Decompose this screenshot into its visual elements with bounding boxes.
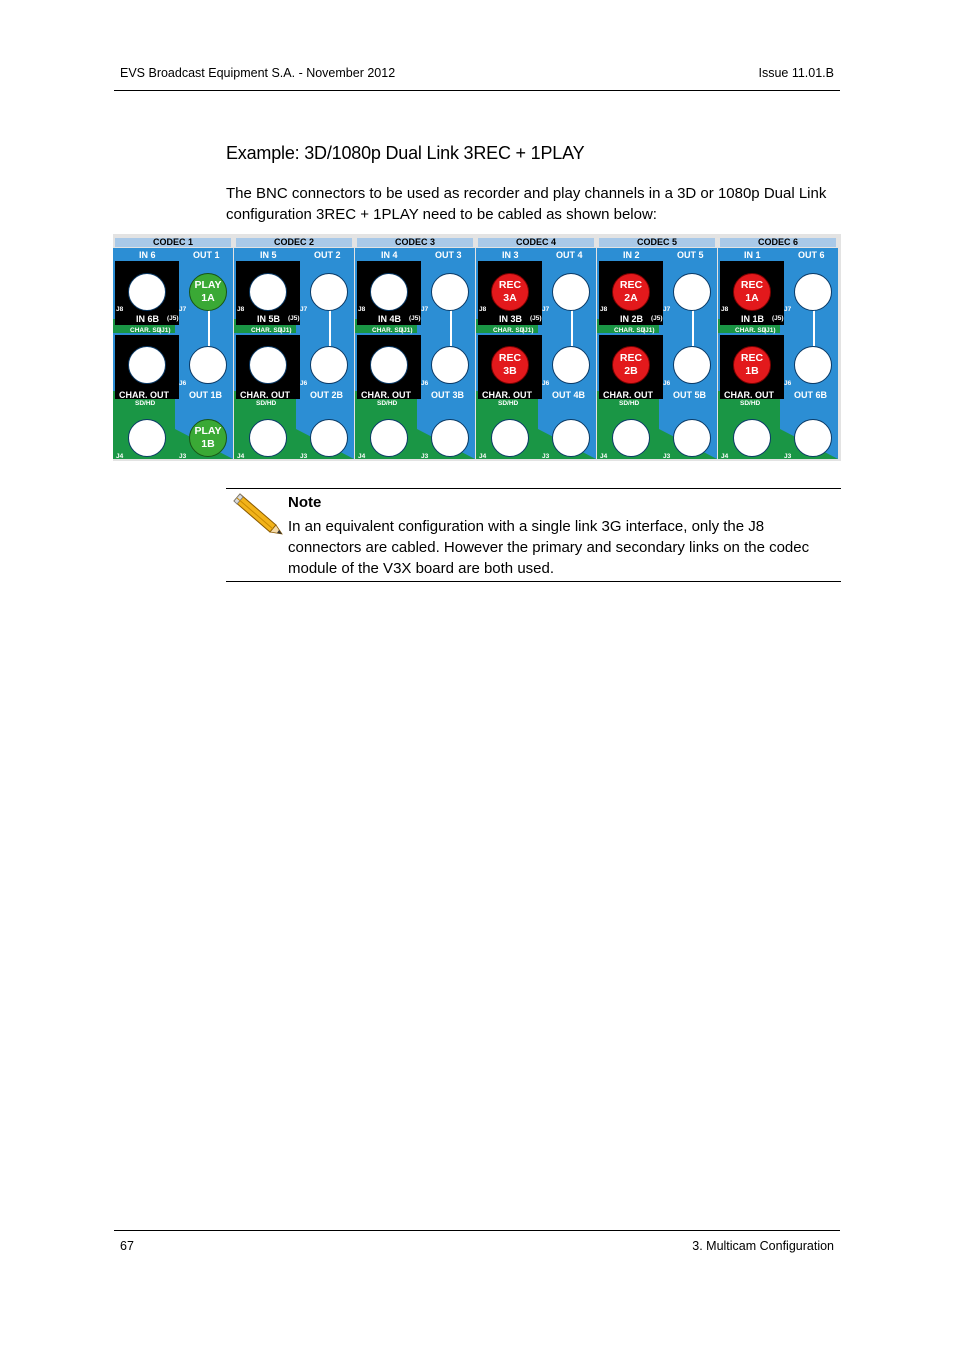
j6-label: J6	[300, 380, 308, 387]
codec-label: CODEC 4	[478, 238, 594, 247]
bnc-connector-label: 1B	[201, 438, 215, 450]
bnc-connector-label: 2B	[624, 365, 638, 377]
char-out-label: CHAR. OUT	[361, 390, 411, 400]
bnc-connector	[310, 346, 348, 384]
input-b-label: IN 5B	[257, 314, 281, 324]
bnc-connector-label: PLAY	[194, 425, 222, 437]
output-b-label: OUT 6B	[794, 390, 828, 400]
bnc-connector	[733, 273, 771, 311]
bnc-connector	[370, 419, 408, 457]
j5-label: (J5)	[772, 315, 784, 322]
output-label: OUT 3	[435, 250, 462, 260]
bnc-connector	[370, 273, 408, 311]
bnc-connector	[249, 346, 287, 384]
j5-label: (J5)	[530, 315, 542, 322]
j7-label: J7	[300, 306, 308, 313]
sdhd-label: SD/HD	[740, 400, 761, 407]
bnc-connector	[370, 346, 408, 384]
bnc-connector	[189, 273, 227, 311]
input-label: IN 5	[260, 250, 277, 260]
char-sd-label: CHAR. SD	[614, 327, 646, 334]
sdhd-label: SD/HD	[498, 400, 519, 407]
pencil-icon	[232, 491, 284, 535]
note-box	[226, 488, 841, 582]
j8-label: J8	[237, 306, 245, 313]
j3-label: J3	[663, 453, 671, 460]
bnc-connector	[552, 346, 590, 384]
bnc-connector	[552, 273, 590, 311]
j8-label: J8	[116, 306, 124, 313]
bnc-connector	[189, 419, 227, 457]
page-header	[114, 62, 840, 91]
connector-panel	[113, 234, 841, 461]
bnc-connector-label: 1A	[745, 292, 759, 304]
intro-paragraph: The BNC connectors to be used as recorder and play channels in a 3D or 1080p Dual Link configuration 3REC + 1PLAY need to be cabled as shown below:	[226, 185, 827, 223]
codec-column	[597, 234, 717, 461]
bnc-connector	[612, 346, 650, 384]
output-b-label: OUT 1B	[189, 390, 223, 400]
j7-label: J7	[784, 306, 792, 313]
bnc-connector	[310, 419, 348, 457]
input-b-label: IN 1B	[741, 314, 765, 324]
j1-label: (J1)	[522, 327, 534, 334]
bnc-connector	[249, 419, 287, 457]
bnc-connector-label: REC	[619, 352, 643, 364]
j4-label: J4	[116, 453, 124, 460]
bnc-connector-label: PLAY	[194, 279, 222, 291]
char-out-label: CHAR. OUT	[603, 390, 653, 400]
j5-label: (J5)	[288, 315, 300, 322]
output-b-label: OUT 2B	[310, 390, 344, 400]
char-sd-label: CHAR. SD	[130, 327, 162, 334]
output-label: OUT 1	[193, 250, 220, 260]
bnc-connector	[431, 273, 469, 311]
j4-label: J4	[600, 453, 608, 460]
j1-label: (J1)	[280, 327, 292, 334]
bnc-connector-label: REC	[498, 352, 522, 364]
output-label: OUT 5	[677, 250, 704, 260]
bnc-connector	[794, 273, 832, 311]
j5-label: (J5)	[167, 315, 179, 322]
footer-section: 3. Multicam Configuration	[692, 1239, 834, 1253]
bnc-connector	[249, 273, 287, 311]
char-out-label: CHAR. OUT	[119, 390, 169, 400]
j3-label: J3	[179, 453, 187, 460]
bnc-connector	[128, 419, 166, 457]
note-title: Note	[288, 494, 322, 511]
bnc-connector	[128, 346, 166, 384]
bnc-connector-label: 2A	[624, 292, 638, 304]
char-out-label: CHAR. OUT	[724, 390, 774, 400]
bnc-connector-label: 1A	[201, 292, 215, 304]
bnc-connector	[794, 346, 832, 384]
output-label: OUT 2	[314, 250, 341, 260]
codec-label: CODEC 6	[720, 238, 836, 247]
j6-label: J6	[421, 380, 429, 387]
bnc-connector	[491, 419, 529, 457]
codec-column	[234, 234, 354, 461]
sdhd-label: SD/HD	[377, 400, 398, 407]
output-b-label: OUT 5B	[673, 390, 707, 400]
j3-label: J3	[300, 453, 308, 460]
input-label: IN 6	[139, 250, 156, 260]
bnc-connector-label: REC	[619, 279, 643, 291]
j7-label: J7	[179, 306, 187, 313]
codec-column	[718, 234, 838, 461]
j7-label: J7	[421, 306, 429, 313]
bnc-connector-label: REC	[740, 279, 764, 291]
char-out-label: CHAR. OUT	[240, 390, 290, 400]
char-sd-label: CHAR. SD	[735, 327, 767, 334]
j1-label: (J1)	[159, 327, 171, 334]
j8-label: J8	[479, 306, 487, 313]
j1-label: (J1)	[764, 327, 776, 334]
input-b-label: IN 2B	[620, 314, 644, 324]
output-label: OUT 6	[798, 250, 825, 260]
bnc-connector	[673, 346, 711, 384]
bnc-connector	[189, 346, 227, 384]
j3-label: J3	[784, 453, 792, 460]
char-out-label: CHAR. OUT	[482, 390, 532, 400]
codec-column	[113, 234, 233, 461]
header-right: Issue 11.01.B	[758, 66, 834, 80]
char-sd-label: CHAR. SD	[372, 327, 404, 334]
output-label: OUT 4	[556, 250, 583, 260]
input-label: IN 4	[381, 250, 398, 260]
output-b-label: OUT 3B	[431, 390, 465, 400]
char-sd-label: CHAR. SD	[251, 327, 283, 334]
j8-label: J8	[600, 306, 608, 313]
input-b-label: IN 3B	[499, 314, 523, 324]
output-b-label: OUT 4B	[552, 390, 586, 400]
j6-label: J6	[179, 380, 187, 387]
j7-label: J7	[542, 306, 550, 313]
input-label: IN 1	[744, 250, 761, 260]
codec-label: CODEC 5	[599, 238, 715, 247]
j6-label: J6	[784, 380, 792, 387]
j4-label: J4	[479, 453, 487, 460]
bnc-connector	[552, 419, 590, 457]
bnc-connector-label: REC	[740, 352, 764, 364]
j7-label: J7	[663, 306, 671, 313]
section-title: Example: 3D/1080p Dual Link 3REC + 1PLAY	[226, 143, 585, 163]
bnc-connector	[310, 273, 348, 311]
j6-label: J6	[663, 380, 671, 387]
j4-label: J4	[358, 453, 366, 460]
input-label: IN 3	[502, 250, 519, 260]
bnc-connector	[431, 346, 469, 384]
input-b-label: IN 6B	[136, 314, 160, 324]
page-footer	[114, 1230, 840, 1253]
bnc-connector	[612, 419, 650, 457]
codec-label: CODEC 2	[236, 238, 352, 247]
bnc-connector	[673, 273, 711, 311]
bnc-connector	[673, 419, 711, 457]
j5-label: (J5)	[409, 315, 421, 322]
bnc-connector	[128, 273, 166, 311]
codec-label: CODEC 1	[115, 238, 231, 247]
bnc-connector-label: 3B	[503, 365, 517, 377]
j6-label: J6	[542, 380, 550, 387]
j4-label: J4	[237, 453, 245, 460]
bnc-connector-label: 3A	[503, 292, 517, 304]
bnc-connector-label: REC	[498, 279, 522, 291]
sdhd-label: SD/HD	[619, 400, 640, 407]
bnc-connector	[794, 419, 832, 457]
header-left: EVS Broadcast Equipment S.A. - November 2012	[120, 66, 396, 80]
bnc-connector	[733, 419, 771, 457]
codec-column	[355, 234, 475, 461]
j3-label: J3	[542, 453, 550, 460]
input-label: IN 2	[623, 250, 640, 260]
bnc-connector	[491, 273, 529, 311]
bnc-connector	[612, 273, 650, 311]
codec-label: CODEC 3	[357, 238, 473, 247]
j5-label: (J5)	[651, 315, 663, 322]
j3-label: J3	[421, 453, 429, 460]
bnc-connector	[431, 419, 469, 457]
input-b-label: IN 4B	[378, 314, 402, 324]
sdhd-label: SD/HD	[256, 400, 277, 407]
j8-label: J8	[358, 306, 366, 313]
char-sd-label: CHAR. SD	[493, 327, 525, 334]
j1-label: (J1)	[401, 327, 413, 334]
j4-label: J4	[721, 453, 729, 460]
j1-label: (J1)	[643, 327, 655, 334]
bnc-connector	[491, 346, 529, 384]
note-body: In an equivalent configuration with a single link 3G interface, only the J8 connectors are cabled. However the primary and secondary links on the codec module of the V3X board are both used.	[288, 518, 810, 577]
bnc-connector	[733, 346, 771, 384]
codec-column	[476, 234, 596, 461]
bnc-connector-label: 1B	[745, 365, 759, 377]
footer-page-number: 67	[120, 1239, 134, 1253]
sdhd-label: SD/HD	[135, 400, 156, 407]
j8-label: J8	[721, 306, 729, 313]
